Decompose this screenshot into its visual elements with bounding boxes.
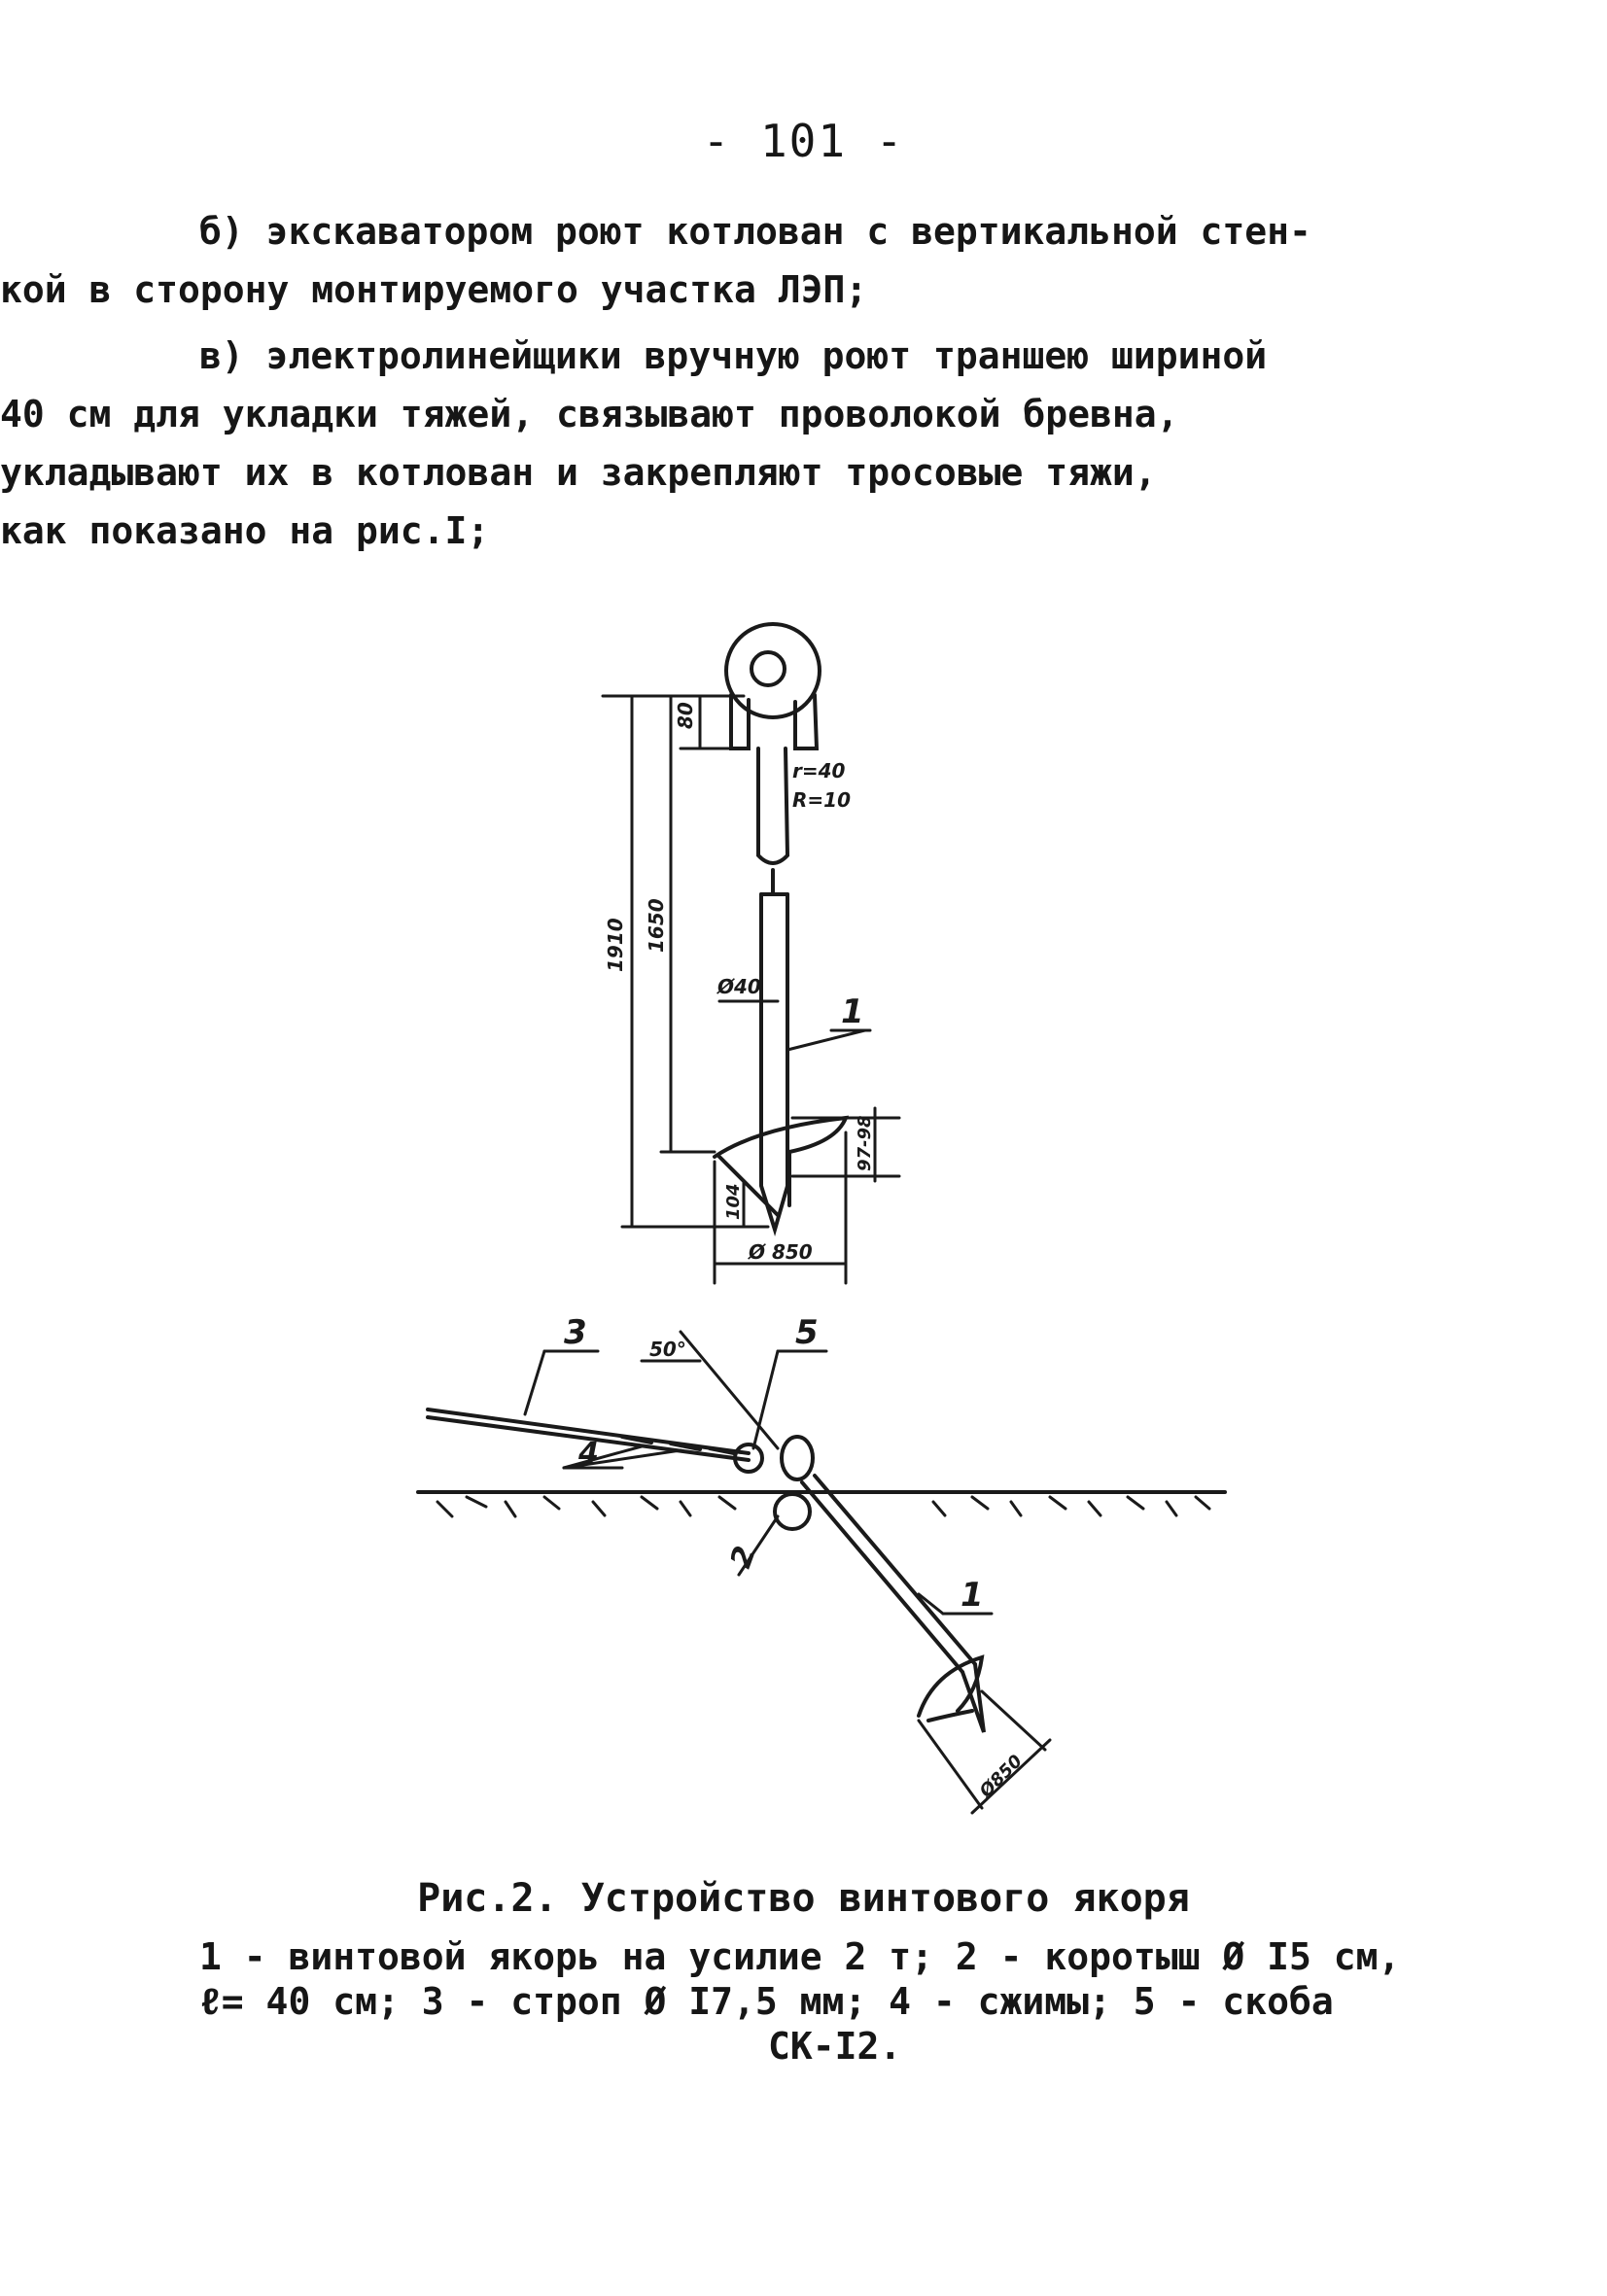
- page-number: - 101 -: [702, 115, 905, 167]
- label-2: 2: [723, 1542, 763, 1573]
- anchor-upper-rod: [758, 748, 787, 863]
- installed-helix: [919, 1657, 982, 1721]
- dim-d850-installed: Ø850: [975, 1751, 1027, 1802]
- paragraph-b-line-2: кой в сторону монтируемого участка ЛЭП;: [0, 268, 868, 311]
- legend-line-2: ℓ= 40 см; 3 - строп Ø I7,5 мм; 4 - сжимы; 5 - скоба: [199, 1980, 1334, 2023]
- figure-legend: [199, 1934, 1400, 2069]
- legend-line-1: 1 - винтовой якорь на усилие 2 т; 2 - коротыш Ø I5 см,: [199, 1935, 1401, 1978]
- anchor-lower-rod: [761, 894, 787, 1128]
- anchor-eye-ring: [726, 624, 820, 717]
- paragraph-v-line-3: укладывают их в котлован и закрепляют тросовые тяжи,: [0, 451, 1157, 494]
- label-1-top: 1: [841, 992, 864, 1031]
- dim-1650: 1650: [645, 898, 668, 953]
- legend-line-3: СК-I2.: [768, 2025, 902, 2068]
- dim-d40: Ø40: [717, 975, 761, 998]
- anchor-elevation-view: [603, 624, 899, 1283]
- label-3: 3: [564, 1313, 587, 1352]
- label-1-bottom: 1: [961, 1576, 984, 1615]
- note-R10: R=10: [792, 788, 851, 812]
- figure-caption-title: Рис.2. Устройство винтового якоря: [417, 1876, 1190, 1921]
- dim-104: 104: [723, 1183, 744, 1220]
- shackle: [782, 1437, 813, 1479]
- dim-97-98: 97-98: [855, 1115, 875, 1171]
- anchor-eye-hole: [751, 652, 785, 685]
- label-5: 5: [795, 1313, 819, 1352]
- paragraph-v-line-1: в) электролинейщики вручную роют траншею шириной: [199, 334, 1268, 377]
- note-r40: r=40: [792, 759, 846, 783]
- dim-d850: Ø 850: [749, 1240, 813, 1264]
- dim-1910: 1910: [604, 918, 627, 972]
- paragraph-b-line-1: б) экскаватором роют котлован с вертикальной стен-: [199, 210, 1311, 253]
- dim-80: 80: [674, 702, 697, 729]
- short-log: [775, 1494, 810, 1529]
- paragraph-v-line-2: 40 см для укладки тяжей, связывают проволокой бревна,: [0, 393, 1179, 435]
- anchor-installed-view: [418, 1332, 1225, 1813]
- angle-50: 50°: [649, 1338, 686, 1361]
- paragraph-v-line-4: как показано на рис.I;: [0, 509, 490, 552]
- label-4: 4: [578, 1437, 599, 1471]
- installed-anchor-rod: [802, 1476, 975, 1672]
